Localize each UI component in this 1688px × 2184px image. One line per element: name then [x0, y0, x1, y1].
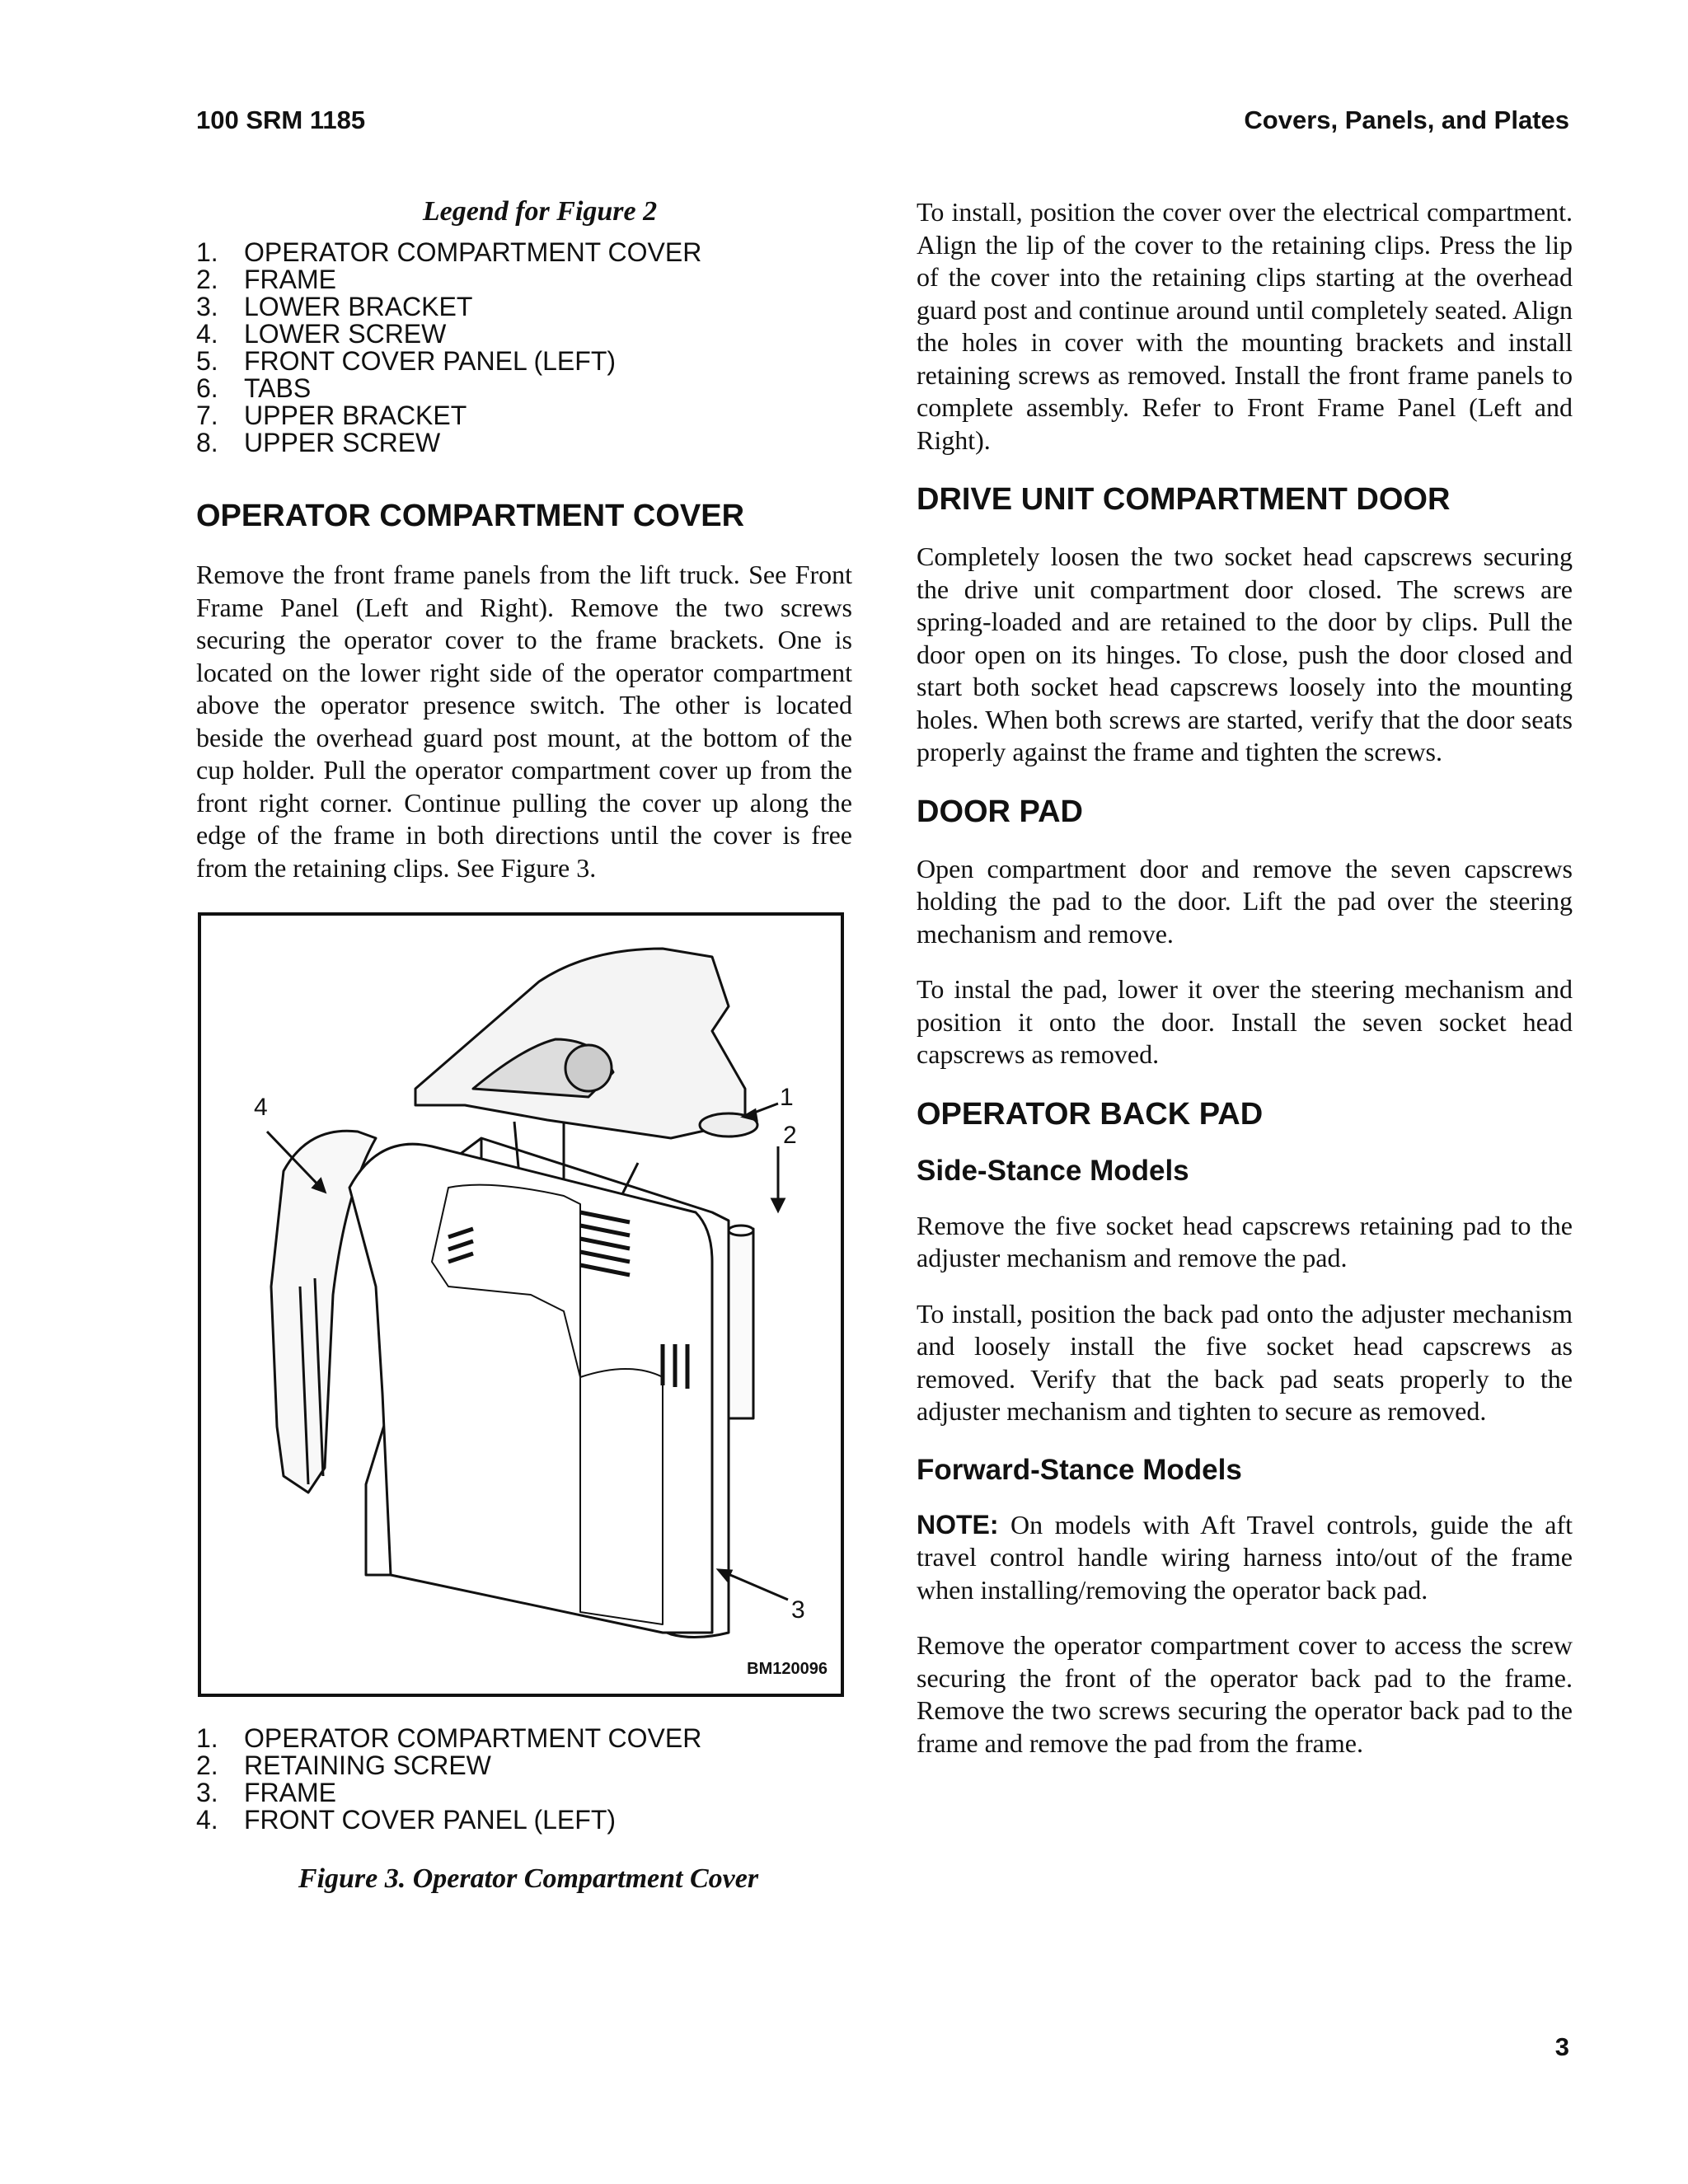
list-item: 7. UPPER BRACKET — [196, 401, 467, 430]
figure-code: BM120096 — [747, 1660, 828, 1678]
list-item: 3. FRAME — [196, 1778, 336, 1807]
paragraph: To instal the pad, lower it over the steering mechanism and position it onto the door. Install the seven socket head capscrews as removed. — [917, 974, 1573, 1069]
paragraph: Completely loosen the two socket head capscrews securing the drive unit compartment door closed. The screws are spring-loaded and are retained to the door by clips. Pull the door open on its hinges. To close, push the door closed and start both socket head capscrews loosely into the mounting holes. When both screws are started, verify that the door seats properly against the frame and tighten the screws. — [917, 541, 1573, 766]
paragraph: To install, position the back pad onto the adjuster mechanism and loosely install the five socket head capscrews as removed. Verify that the back pad seats properly to the adjuster mechanism and tighten to secure as removed. — [917, 1298, 1573, 1426]
callout-4: 4 — [254, 1094, 268, 1121]
section-heading: OPERATOR BACK PAD — [917, 1096, 1264, 1132]
note-text: On models with Aft Travel controls, guide the aft travel control handle wiring harness into/out of the frame when installing/removing the operator back pad. — [917, 1509, 1573, 1605]
page-header — [196, 105, 1569, 138]
callout-1: 1 — [780, 1084, 794, 1111]
list-item: 8. UPPER SCREW — [196, 428, 441, 457]
list-item: 4. LOWER SCREW — [196, 319, 447, 349]
paragraph: Remove the five socket head capscrews retaining pad to the adjuster mechanism and remove the pad. — [917, 1210, 1573, 1272]
legend-fig2-list — [196, 239, 852, 457]
list-item: 1. OPERATOR COMPARTMENT COVER — [196, 237, 702, 267]
subsection-heading: Forward-Stance Models — [917, 1453, 1242, 1486]
section-heading: DOOR PAD — [917, 794, 1083, 829]
doc-number: 100 SRM 1185 — [196, 105, 366, 134]
list-item: 3. LOWER BRACKET — [196, 292, 473, 321]
list-item: 1. OPERATOR COMPARTMENT COVER — [196, 1723, 702, 1753]
paragraph: Remove the front frame panels from the lift truck. See Front Frame Panel (Left and Right). Remove the two screws securing the operator cover to the frame brackets. One is located on the lower right side of the operator compartment above the operator presence switch. The other is located beside the overhead guard post mount, at the bottom of the cup holder. Pull the operator compartment cover up from the front right corner. Continue pulling the cover up along the edge of the frame in both directions until the cover is free from the retaining clips. See Figure 3. — [196, 560, 852, 883]
paragraph: Remove the operator compartment cover to access the screw securing the front of the operator back pad to the frame. Remove the two screws securing the operator back pad to the frame and remove the pad from the frame. — [917, 1630, 1573, 1758]
subsection-heading: Side-Stance Models — [917, 1154, 1189, 1187]
list-item: 2. RETAINING SCREW — [196, 1750, 491, 1780]
left-column — [196, 196, 852, 1895]
section-title: Covers, Panels, and Plates — [1244, 105, 1569, 134]
paragraph: To install, position the cover over the electrical compartment. Align the lip of the cover to the retaining clips. Press the lip of the cover into the retaining clips starting at the overhead guard post and continue around until completely seated. Align the holes in cover with the mounting brackets and install retaining screws as removed. Install the front frame panels to complete assembly. Refer to Front Frame Panel (Left and Right). — [917, 197, 1573, 455]
section-heading: DRIVE UNIT COMPARTMENT DOOR — [917, 482, 1451, 517]
list-item: 2. FRAME — [196, 265, 336, 294]
list-item: 4. FRONT COVER PANEL (LEFT) — [196, 1805, 617, 1835]
section-heading: OPERATOR COMPARTMENT COVER — [196, 499, 745, 533]
figure-caption: Figure 3. Operator Compartment Cover — [298, 1863, 759, 1894]
list-item: 5. FRONT COVER PANEL (LEFT) — [196, 346, 617, 376]
callout-2: 2 — [783, 1122, 797, 1149]
operator-cover-illustration — [201, 916, 841, 1694]
legend-fig2-title: Legend for Figure 2 — [422, 196, 658, 227]
callout-3: 3 — [791, 1596, 805, 1624]
list-item: 6. TABS — [196, 373, 312, 403]
figure-3 — [198, 912, 844, 1697]
page-number: 3 — [1554, 2032, 1569, 2061]
figure3-legend-list — [196, 1725, 852, 1834]
right-column — [917, 196, 1573, 1760]
paragraph: Open compartment door and remove the seven capscrews holding the pad to the door. Lift the pad over the steering mechanism and remove. — [917, 853, 1573, 949]
note-label: NOTE: — [917, 1509, 999, 1540]
note-paragraph — [917, 1509, 1573, 1607]
